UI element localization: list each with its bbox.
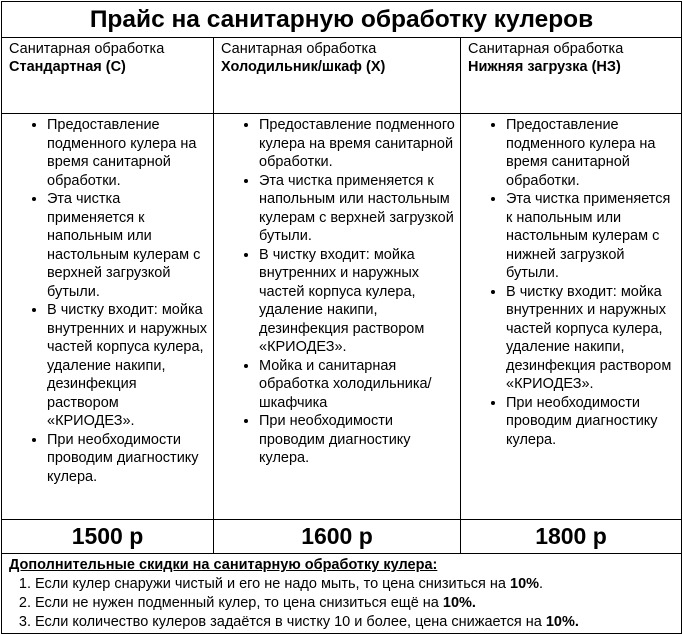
column-header-fridge xyxy=(214,38,461,114)
column-name: Нижняя загрузка (НЗ) xyxy=(468,59,621,75)
feature-item: • Эта чистка применяется к напольным или настольным кулерам с нижней загрузкой бутыли. xyxy=(506,190,677,283)
price-bottom-load: 1800 р xyxy=(461,520,682,554)
feature-item: • Предоставление подменного кулера на время санитарной обработки. xyxy=(47,116,209,190)
feature-item: • Эта чистка применяется к напольным или настольным кулерам с верхней загрузкой бутыли. xyxy=(259,172,456,246)
discount-text: Если не нужен подменный кулер, то цена снизиться ещё на xyxy=(35,595,443,611)
discounts-title: Дополнительные скидки на санитарную обработку кулера: xyxy=(9,557,438,573)
feature-list xyxy=(461,114,681,449)
feature-item: • В чистку входит: мойка внутренних и наружных частей корпуса кулера, удаление накипи, дезинфекция раствором «КРИОДЕЗ». xyxy=(506,283,677,394)
column-label: Санитарная обработка xyxy=(468,41,624,57)
features-cell-standard xyxy=(2,114,214,520)
page-title: Прайс на санитарную обработку кулеров xyxy=(2,2,682,38)
price-fridge: 1600 р xyxy=(214,520,461,554)
features-cell-fridge xyxy=(214,114,461,520)
discount-percent: 10% xyxy=(510,576,540,592)
discounts-section xyxy=(2,554,682,634)
column-label: Санитарная обработка xyxy=(221,41,377,57)
discount-text: Если кулер снаружи чистый и его не надо мыть, то цена снизиться на xyxy=(35,576,510,592)
feature-item: • Мойка и санитарная обработка холодильника/шкафчика xyxy=(259,357,456,413)
column-header-bottom-load xyxy=(461,38,682,114)
discount-item xyxy=(35,613,681,632)
feature-item: • Эта чистка применяется к напольным или настольным кулерам с верхней загрузкой бутыли. xyxy=(47,190,209,301)
price-table xyxy=(1,1,682,634)
column-label: Санитарная обработка xyxy=(9,41,165,57)
column-header-standard xyxy=(2,38,214,114)
feature-item: • При необходимости проводим диагностику кулера. xyxy=(47,431,209,487)
column-name: Стандартная (С) xyxy=(9,59,126,75)
feature-list xyxy=(2,114,213,486)
feature-list xyxy=(214,114,460,468)
discount-percent: 10%. xyxy=(545,614,579,630)
discount-item xyxy=(35,594,681,613)
column-name: Холодильник/шкаф (Х) xyxy=(221,59,386,75)
discount-item xyxy=(35,575,681,594)
feature-item: • При необходимости проводим диагностику кулера. xyxy=(259,412,456,468)
discounts-list xyxy=(9,575,681,632)
feature-item: • В чистку входит: мойка внутренних и наружных частей корпуса кулера, удаление накипи, дезинфекция раствором «КРИОДЕЗ». xyxy=(259,246,456,357)
discount-percent: 10%. xyxy=(442,595,476,611)
feature-item: • Предоставление подменного кулера на время санитарной обработки. xyxy=(259,116,456,172)
feature-item: • При необходимости проводим диагностику кулера. xyxy=(506,394,677,450)
discount-suffix: . xyxy=(539,576,544,592)
price-standard: 1500 р xyxy=(2,520,214,554)
feature-item: • В чистку входит: мойка внутренних и наружных частей корпуса кулера, удаление накипи, дезинфекция раствором «КРИОДЕЗ». xyxy=(47,301,209,431)
features-cell-bottom-load xyxy=(461,114,682,520)
feature-item: • Предоставление подменного кулера на время санитарной обработки. xyxy=(506,116,677,190)
discount-text: Если количество кулеров задаётся в чистку 10 и более, цена снижается на xyxy=(35,614,546,630)
